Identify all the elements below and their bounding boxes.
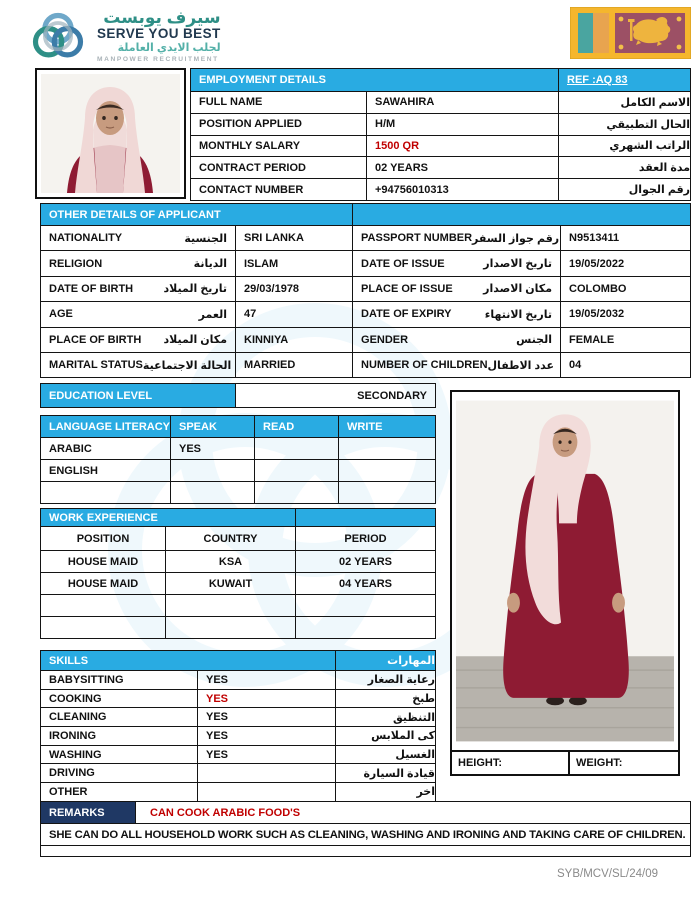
table-row	[191, 113, 691, 135]
other-details-bar-right	[353, 204, 691, 226]
remarks-section-title: REMARKS	[41, 802, 136, 824]
table-row	[41, 617, 436, 639]
language-literacy-table	[40, 415, 436, 504]
logo-knot-icon	[28, 8, 88, 68]
skill-label-arabic: اخر	[336, 783, 436, 802]
table-row	[41, 824, 691, 846]
field-label: DATE OF EXPIRY	[361, 308, 452, 321]
field-value: +94756010313	[367, 179, 559, 201]
column-header: POSITION	[41, 527, 166, 551]
field-label: RELIGION	[49, 257, 103, 270]
field-label-arabic: رقم الجوال	[559, 179, 691, 201]
cell-value	[255, 482, 339, 504]
field-label-arabic: الجنس	[516, 334, 553, 347]
weight-label: WEIGHT:	[576, 757, 623, 769]
field-label-arabic: مكان الاصدار	[483, 283, 553, 296]
skills-table	[40, 650, 436, 802]
language-name: ENGLISH	[41, 460, 171, 482]
cell-value	[255, 460, 339, 482]
table-row	[41, 482, 436, 504]
table-row	[41, 727, 436, 746]
skill-value: YES	[198, 727, 336, 746]
column-header: LANGUAGE LITERACY	[41, 416, 171, 438]
cell-value: HOUSE MAID	[41, 573, 166, 595]
field-value: MARRIED	[236, 352, 353, 377]
cell-value	[255, 438, 339, 460]
table-row	[41, 352, 691, 377]
remarks-table	[40, 801, 691, 857]
cell-value	[339, 438, 436, 460]
field-value: 47	[236, 302, 353, 327]
field-label: CONTRACT PERIOD	[191, 157, 367, 179]
field-value: H/M	[367, 113, 559, 135]
cell-value	[41, 617, 166, 639]
field-value: 19/05/2022	[561, 251, 691, 276]
table-row	[191, 179, 691, 201]
logo-text	[97, 6, 221, 63]
logo-arabic-tagline: لجلب الايدي العاملة	[117, 41, 221, 54]
table-row	[41, 573, 436, 595]
table-row	[41, 689, 436, 708]
applicant-portrait-photo	[35, 68, 186, 199]
skill-value	[198, 783, 336, 802]
table-row	[41, 509, 436, 527]
cell-value	[171, 482, 255, 504]
cell-value: HOUSE MAID	[41, 551, 166, 573]
field-value: KINNIYA	[236, 327, 353, 352]
skill-label: WASHING	[41, 745, 198, 764]
table-row	[41, 745, 436, 764]
field-value: SRI LANKA	[236, 226, 353, 251]
column-header: READ	[255, 416, 339, 438]
field-label-arabic: تاريخ الميلاد	[163, 283, 227, 296]
skill-label: BABYSITTING	[41, 671, 198, 690]
field-value: SAWAHIRA	[367, 92, 559, 114]
table-row	[41, 846, 691, 857]
education-level-table	[40, 383, 436, 408]
table-row	[41, 551, 436, 573]
field-label-arabic: العمر	[198, 308, 227, 321]
field-value: 19/05/2032	[561, 302, 691, 327]
field-label-arabic: الحالة الاجتماعية	[142, 359, 232, 372]
education-section-title: EDUCATION LEVEL	[41, 384, 236, 408]
table-row	[41, 416, 436, 438]
skills-section-title-arabic: المهارات	[336, 651, 436, 671]
field-label-arabic: الديانة	[193, 258, 227, 271]
cell-value: 04 YEARS	[296, 573, 436, 595]
cell-value: KSA	[166, 551, 296, 573]
field-label: MONTHLY SALARY	[191, 135, 367, 157]
field-label: GENDER	[361, 333, 409, 346]
skill-label: OTHER	[41, 783, 198, 802]
cell-value	[339, 482, 436, 504]
cell-value	[166, 617, 296, 639]
field-label: POSITION APPLIED	[191, 113, 367, 135]
column-header: SPEAK	[171, 416, 255, 438]
table-row	[41, 384, 436, 408]
skill-label: COOKING	[41, 689, 198, 708]
education-value: SECONDARY	[236, 384, 436, 408]
cell-value	[166, 595, 296, 617]
other-details-section-title: OTHER DETAILS OF APPLICANT	[41, 204, 353, 226]
cell-value: 02 YEARS	[296, 551, 436, 573]
cell-value	[41, 595, 166, 617]
height-weight-row	[452, 750, 678, 774]
table-row	[41, 302, 691, 327]
language-name: ARABIC	[41, 438, 171, 460]
skill-value: YES	[198, 745, 336, 764]
skill-value: YES	[198, 689, 336, 708]
column-header: COUNTRY	[166, 527, 296, 551]
field-label-arabic: عدد الاطفال	[487, 359, 554, 372]
skill-label-arabic: الغسيل	[336, 745, 436, 764]
cell-value	[339, 460, 436, 482]
field-label: AGE	[49, 308, 73, 321]
logo-english-name: SERVE YOU BEST	[97, 26, 221, 42]
remarks-description: SHE CAN DO ALL HOUSEHOLD WORK SUCH AS CLEANING, WASHING AND IRONING AND TAKING CARE OF CHILDREN.	[41, 824, 691, 846]
field-value: 02 YEARS	[367, 157, 559, 179]
table-row	[41, 671, 436, 690]
remarks-note: CAN COOK ARABIC FOOD'S	[136, 802, 691, 824]
field-label: DATE OF ISSUE	[361, 257, 445, 270]
field-label-arabic: تاريخ الانتهاء	[484, 308, 553, 321]
skill-label: DRIVING	[41, 764, 198, 783]
ref-number: REF :AQ 83	[559, 69, 691, 92]
field-value: N9513411	[561, 226, 691, 251]
table-row	[41, 595, 436, 617]
skill-value: YES	[198, 708, 336, 727]
table-row	[41, 251, 691, 276]
language-name	[41, 482, 171, 504]
cell-value	[296, 617, 436, 639]
table-row	[41, 276, 691, 301]
work-experience-section-title: WORK EXPERIENCE	[41, 509, 296, 527]
table-row	[41, 802, 691, 824]
company-logo	[28, 6, 221, 68]
field-value: ISLAM	[236, 251, 353, 276]
field-label-arabic: تاريخ الاصدار	[483, 258, 553, 271]
work-experience-table	[40, 508, 436, 639]
table-row	[41, 783, 436, 802]
skill-label-arabic: كى الملابس	[336, 727, 436, 746]
field-label: DATE OF BIRTH	[49, 282, 134, 295]
logo-arabic-name: سيرف يوبست	[103, 8, 221, 27]
logo-english-tagline: MANPOWER RECRUITMENT	[97, 55, 219, 63]
cell-value	[296, 595, 436, 617]
column-header: PERIOD	[296, 527, 436, 551]
cell-value: YES	[171, 438, 255, 460]
column-header: WRITE	[339, 416, 436, 438]
field-label-arabic: الجنسية	[184, 232, 227, 245]
table-row	[41, 204, 691, 226]
skill-label-arabic: قيادة السيارة	[336, 764, 436, 783]
table-row	[41, 460, 436, 482]
table-row	[41, 527, 436, 551]
field-label-arabic: الحال التطبيقي	[559, 113, 691, 135]
other-details-table	[40, 203, 691, 378]
field-value: 1500 QR	[367, 135, 559, 157]
skill-value	[198, 764, 336, 783]
skill-label: CLEANING	[41, 708, 198, 727]
field-value: FEMALE	[561, 327, 691, 352]
height-label: HEIGHT:	[452, 752, 570, 774]
field-value: COLOMBO	[561, 276, 691, 301]
table-row	[41, 651, 436, 671]
table-row	[41, 764, 436, 783]
field-label: PLACE OF BIRTH	[49, 333, 142, 346]
field-label: NUMBER OF CHILDREN	[361, 359, 488, 372]
table-row	[191, 69, 691, 92]
applicant-full-body-photo	[450, 390, 680, 776]
table-row	[191, 135, 691, 157]
field-label: FULL NAME	[191, 92, 367, 114]
document-reference: SYB/MCV/SL/24/09	[557, 868, 658, 880]
cell-value: KUWAIT	[166, 573, 296, 595]
remarks-blank-row	[41, 846, 691, 857]
field-label: MARITAL STATUS	[49, 359, 143, 372]
field-label-arabic: مكان الميلاد	[163, 334, 227, 347]
table-row	[41, 327, 691, 352]
field-label: CONTACT NUMBER	[191, 179, 367, 201]
field-label-arabic: الراتب الشهري	[559, 135, 691, 157]
skill-label-arabic: طبخ	[336, 689, 436, 708]
field-label-arabic: الاسم الكامل	[559, 92, 691, 114]
field-label: PLACE OF ISSUE	[361, 282, 453, 295]
skill-value: YES	[198, 671, 336, 690]
field-label-arabic: مدة العقد	[559, 157, 691, 179]
field-value: 29/03/1978	[236, 276, 353, 301]
field-value: 04	[561, 352, 691, 377]
skill-label-arabic: التنظيق	[336, 708, 436, 727]
field-label: NATIONALITY	[49, 232, 123, 245]
employment-section-title: EMPLOYMENT DETAILS	[191, 69, 559, 92]
skill-label-arabic: رعاية الصغار	[336, 671, 436, 690]
field-label: PASSPORT NUMBER	[361, 232, 473, 245]
field-label-arabic: رقم جواز السفر	[472, 232, 560, 245]
employment-details-table	[190, 68, 691, 201]
work-experience-bar-right	[296, 509, 436, 527]
cell-value	[171, 460, 255, 482]
sri-lanka-flag-icon	[570, 7, 691, 59]
skill-label: IRONING	[41, 727, 198, 746]
table-row	[41, 708, 436, 727]
table-row	[191, 92, 691, 114]
table-row	[41, 226, 691, 251]
table-row	[41, 438, 436, 460]
table-row	[191, 157, 691, 179]
skills-section-title: SKILLS	[41, 651, 336, 671]
